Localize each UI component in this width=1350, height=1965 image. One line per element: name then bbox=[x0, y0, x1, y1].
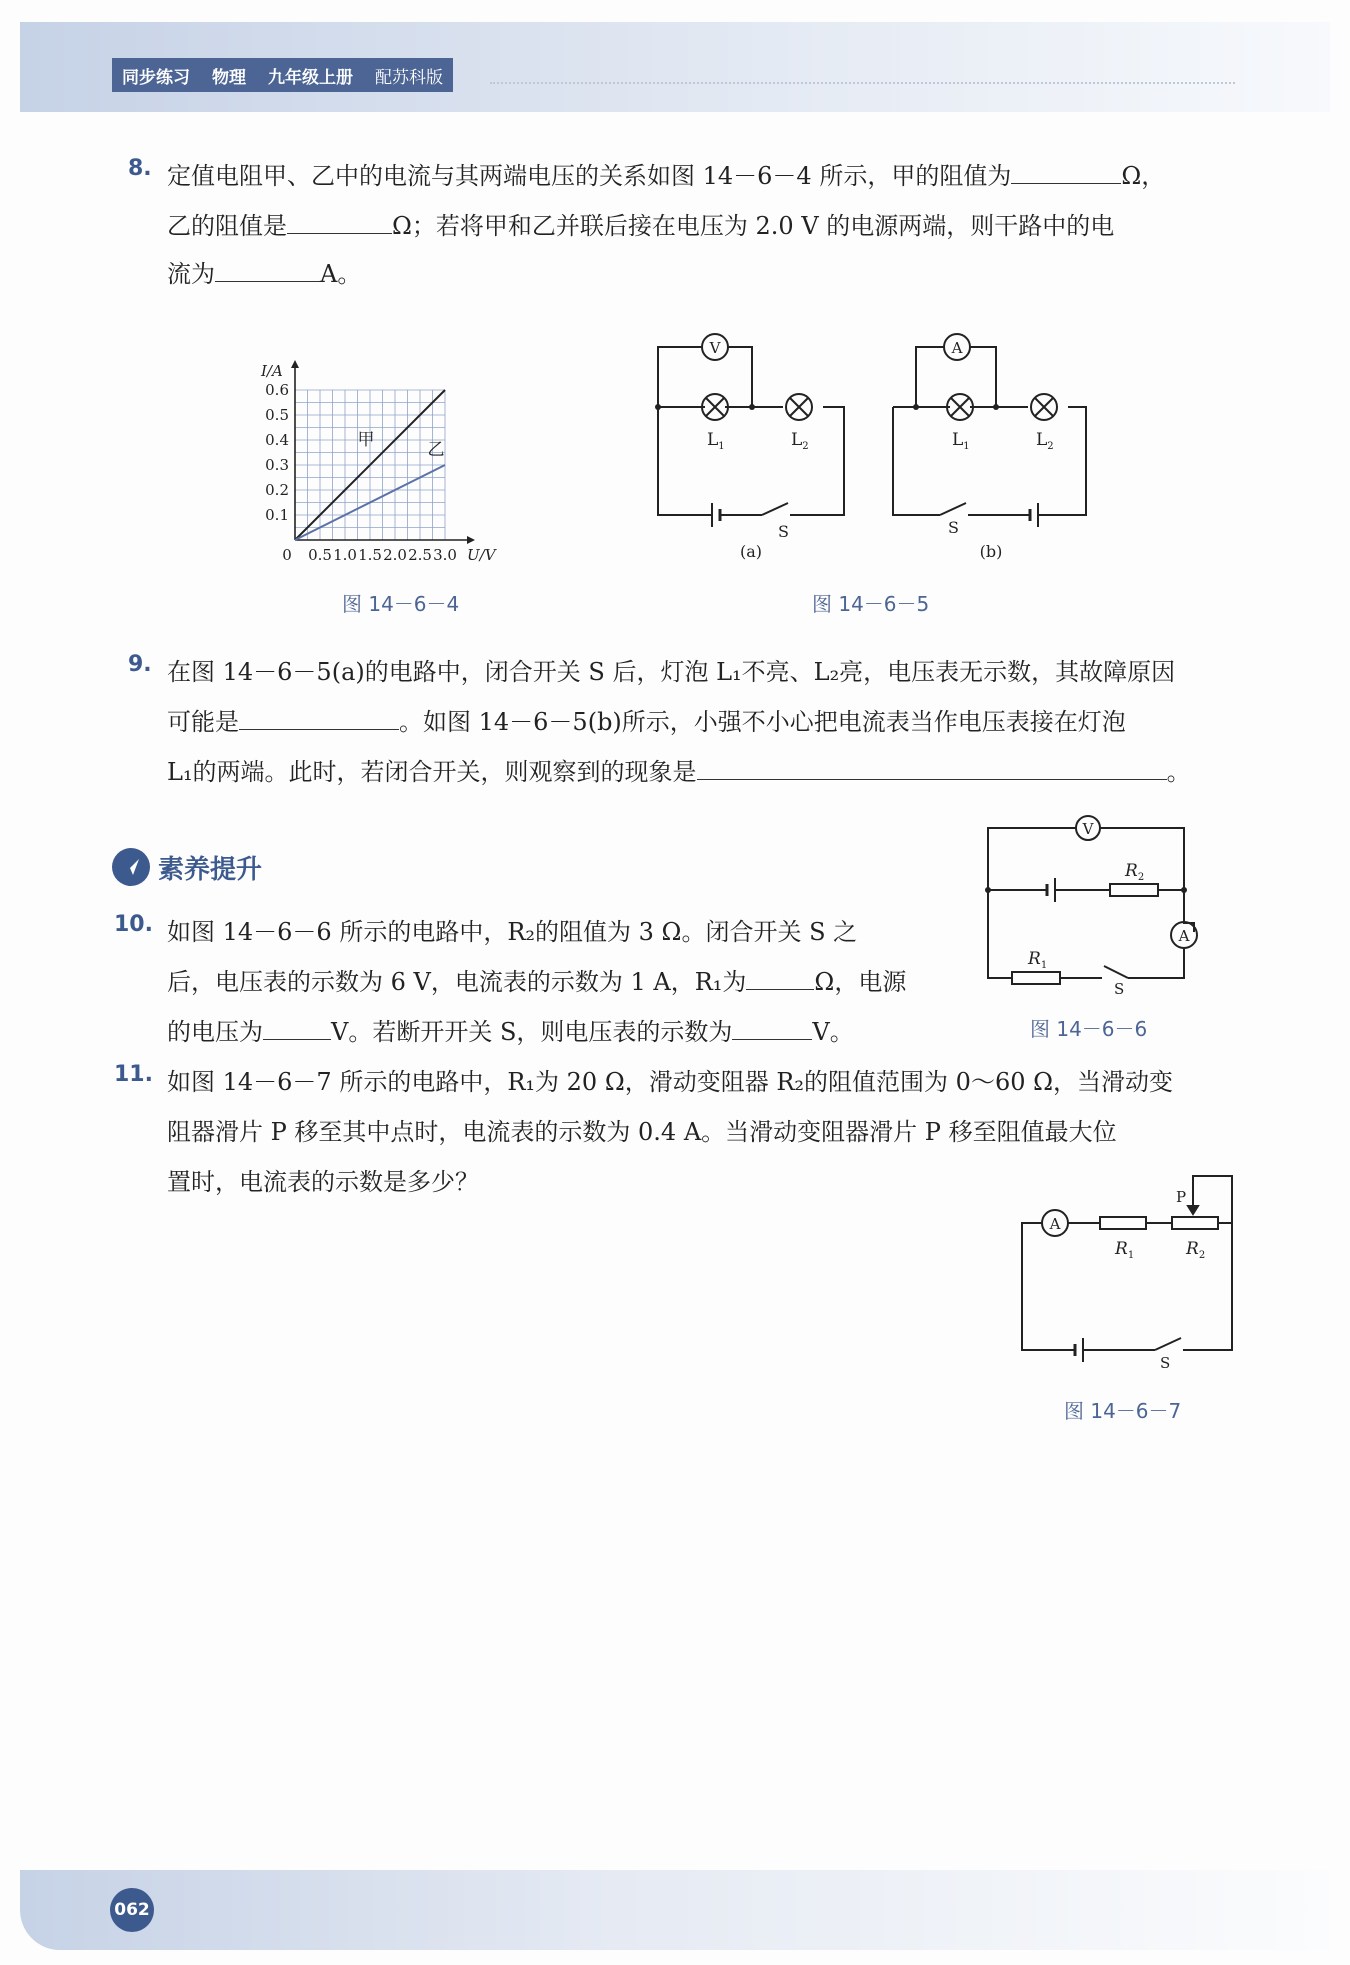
q11-line-2: 阻器滑片 P 移至其中点时，电流表的示数为 0.4 A。当滑动变阻器滑片 P 移至阻值最大位 bbox=[167, 1118, 1117, 1146]
q9-line-2 bbox=[167, 702, 1126, 737]
q10-line-1: 如图 14－6－6 所示的电路中，R₂的阻值为 3 Ω。闭合开关 S 之 bbox=[167, 918, 858, 946]
q8-text: Ω， bbox=[1121, 162, 1166, 190]
header-bar bbox=[112, 58, 453, 92]
x-tick-label: 2.5 bbox=[408, 546, 432, 564]
slider-arrow-icon bbox=[1188, 1206, 1198, 1214]
x-tick-label: 0.5 bbox=[308, 546, 332, 564]
rheostat-r2-icon bbox=[1172, 1217, 1218, 1229]
q8-line-2 bbox=[167, 206, 1114, 241]
lamp-label-l1: $L_1$ bbox=[952, 430, 970, 452]
rocket-icon bbox=[112, 848, 150, 886]
circuit-diagram-14-6-7 bbox=[1010, 1168, 1260, 1368]
header-divider bbox=[490, 82, 1235, 84]
q11-line-3: 置时，电流表的示数是多少？ bbox=[167, 1168, 479, 1196]
y-tick-label: 0.1 bbox=[265, 506, 289, 524]
circuit-diagram-14-6-5 bbox=[650, 325, 1100, 565]
x-axis-arrow-icon bbox=[467, 536, 475, 544]
question-number: 11. bbox=[114, 1062, 153, 1087]
header-series: 同步练习 bbox=[122, 67, 190, 88]
y-axis-label: I/A bbox=[261, 362, 283, 380]
resistor-label-r2: $R_2$ bbox=[1186, 1239, 1206, 1261]
q10-text: V。 bbox=[812, 1018, 854, 1046]
footer-band bbox=[20, 1870, 1330, 1950]
answer-blank[interactable] bbox=[215, 258, 320, 282]
meter-label: V bbox=[1082, 820, 1094, 838]
q9-text: 。如图 14－6－5(b)所示，小强不小心把电流表当作电压表接在灯泡 bbox=[399, 708, 1126, 736]
question-number: 8. bbox=[128, 156, 152, 181]
answer-blank[interactable] bbox=[697, 756, 1167, 780]
answer-blank[interactable] bbox=[732, 1016, 812, 1040]
figure-caption: 图 14－6－6 bbox=[1030, 1017, 1148, 1041]
meter-label: A bbox=[951, 339, 963, 357]
subfigure-label-b: (b) bbox=[979, 542, 1003, 561]
meter-label: A bbox=[1178, 927, 1190, 945]
meter-label: A bbox=[1049, 1215, 1061, 1233]
switch-label: S bbox=[778, 522, 789, 541]
iu-graph bbox=[240, 318, 570, 568]
circuit-diagram-14-6-6 bbox=[978, 808, 1218, 998]
slider-label: P bbox=[1176, 1188, 1187, 1206]
resistor-label-r1: $R_1$ bbox=[1115, 1239, 1135, 1261]
y-tick-label: 0.3 bbox=[265, 456, 289, 474]
question-number: 10. bbox=[114, 912, 153, 937]
meter-label: V bbox=[709, 339, 721, 357]
y-tick-label: 0.4 bbox=[265, 431, 289, 449]
q9-text: 。 bbox=[1166, 758, 1191, 786]
q8-text: 乙的阻值是 bbox=[167, 212, 287, 240]
resistor-label-r1: $R_1$ bbox=[1028, 949, 1048, 971]
y-tick-label: 0.6 bbox=[265, 381, 289, 399]
y-tick-label: 0.5 bbox=[265, 406, 289, 424]
lamp-label-l2: $L_2$ bbox=[1036, 430, 1054, 452]
section-title-text: 素养提升 bbox=[158, 854, 263, 885]
q10-line-3 bbox=[167, 1012, 854, 1047]
resistor-r2-icon bbox=[1110, 884, 1158, 896]
series-label: 乙 bbox=[427, 440, 445, 460]
y-tick-label: 0.2 bbox=[265, 481, 289, 499]
switch-icon bbox=[1104, 966, 1128, 978]
answer-blank[interactable] bbox=[287, 210, 392, 234]
lamp-label-l1: $L_1$ bbox=[707, 430, 725, 452]
y-axis-arrow-icon bbox=[291, 360, 299, 368]
origin-label: 0 bbox=[282, 546, 292, 564]
q8-text: A。 bbox=[320, 260, 362, 288]
q8-text: 流为 bbox=[167, 260, 215, 288]
resistor-label-r2: $R_2$ bbox=[1125, 861, 1145, 883]
switch-label: S bbox=[948, 518, 959, 537]
circuit-a bbox=[655, 334, 844, 527]
header-subject: 物理 bbox=[212, 67, 246, 88]
answer-blank[interactable] bbox=[746, 966, 814, 990]
figure-caption: 图 14－6－4 bbox=[342, 592, 460, 616]
x-tick-label: 1.0 bbox=[333, 546, 357, 564]
q10-text: Ω，电源 bbox=[814, 968, 907, 996]
q8-line-1 bbox=[167, 156, 1165, 191]
q9-text: 可能是 bbox=[167, 708, 239, 736]
question-number: 9. bbox=[128, 652, 152, 677]
subfigure-label-a: (a) bbox=[739, 542, 763, 561]
switch-icon bbox=[762, 503, 788, 515]
resistor-r1-icon bbox=[1012, 972, 1060, 984]
figure-caption: 图 14－6－7 bbox=[1064, 1399, 1182, 1423]
q10-text: V。若断开开关 S，则电压表的示数为 bbox=[331, 1018, 733, 1046]
section-title bbox=[112, 848, 262, 886]
header-edition: 配苏科版 bbox=[375, 67, 443, 88]
page-number: 062 bbox=[110, 1888, 154, 1932]
q10-line-2 bbox=[167, 962, 906, 997]
answer-blank[interactable] bbox=[263, 1016, 331, 1040]
q9-text: L₁的两端。此时，若闭合开关，则观察到的现象是 bbox=[167, 758, 697, 786]
header-grade: 九年级上册 bbox=[268, 67, 353, 88]
x-tick-label: 2.0 bbox=[383, 546, 407, 564]
q9-line-1: 在图 14－6－5(a)的电路中，闭合开关 S 后，灯泡 L₁不亮、L₂亮，电压表无示数，其故障原因 bbox=[167, 658, 1176, 686]
circuit-b bbox=[893, 334, 1086, 527]
q11-line-1: 如图 14－6－7 所示的电路中，R₁为 20 Ω，滑动变阻器 R₂的阻值范围为 0～60 Ω，当滑动变 bbox=[167, 1068, 1174, 1096]
x-tick-label: 1.5 bbox=[358, 546, 382, 564]
x-tick-label: 3.0 bbox=[433, 546, 457, 564]
series-label: 甲 bbox=[357, 430, 375, 450]
q8-text: Ω；若将甲和乙并联后接在电压为 2.0 V 的电源两端，则干路中的电 bbox=[392, 212, 1115, 240]
answer-blank[interactable] bbox=[1011, 160, 1121, 184]
lamp-label-l2: $L_2$ bbox=[791, 430, 809, 452]
x-axis-label: U/V bbox=[467, 546, 496, 564]
resistor-r1-icon bbox=[1100, 1217, 1146, 1229]
q10-text: 的电压为 bbox=[167, 1018, 263, 1046]
q9-line-3 bbox=[167, 752, 1191, 787]
switch-icon bbox=[1155, 1338, 1181, 1350]
q10-text: 后，电压表的示数为 6 V，电流表的示数为 1 A，R₁为 bbox=[167, 968, 747, 996]
switch-label: S bbox=[1114, 980, 1125, 998]
q8-line-3 bbox=[167, 254, 361, 289]
switch-icon bbox=[940, 503, 966, 515]
answer-blank[interactable] bbox=[239, 706, 399, 730]
q8-text: 定值电阻甲、乙中的电流与其两端电压的关系如图 14－6－4 所示，甲的阻值为 bbox=[167, 162, 1012, 190]
figure-caption: 图 14－6－5 bbox=[812, 592, 930, 616]
switch-label: S bbox=[1160, 1354, 1171, 1368]
